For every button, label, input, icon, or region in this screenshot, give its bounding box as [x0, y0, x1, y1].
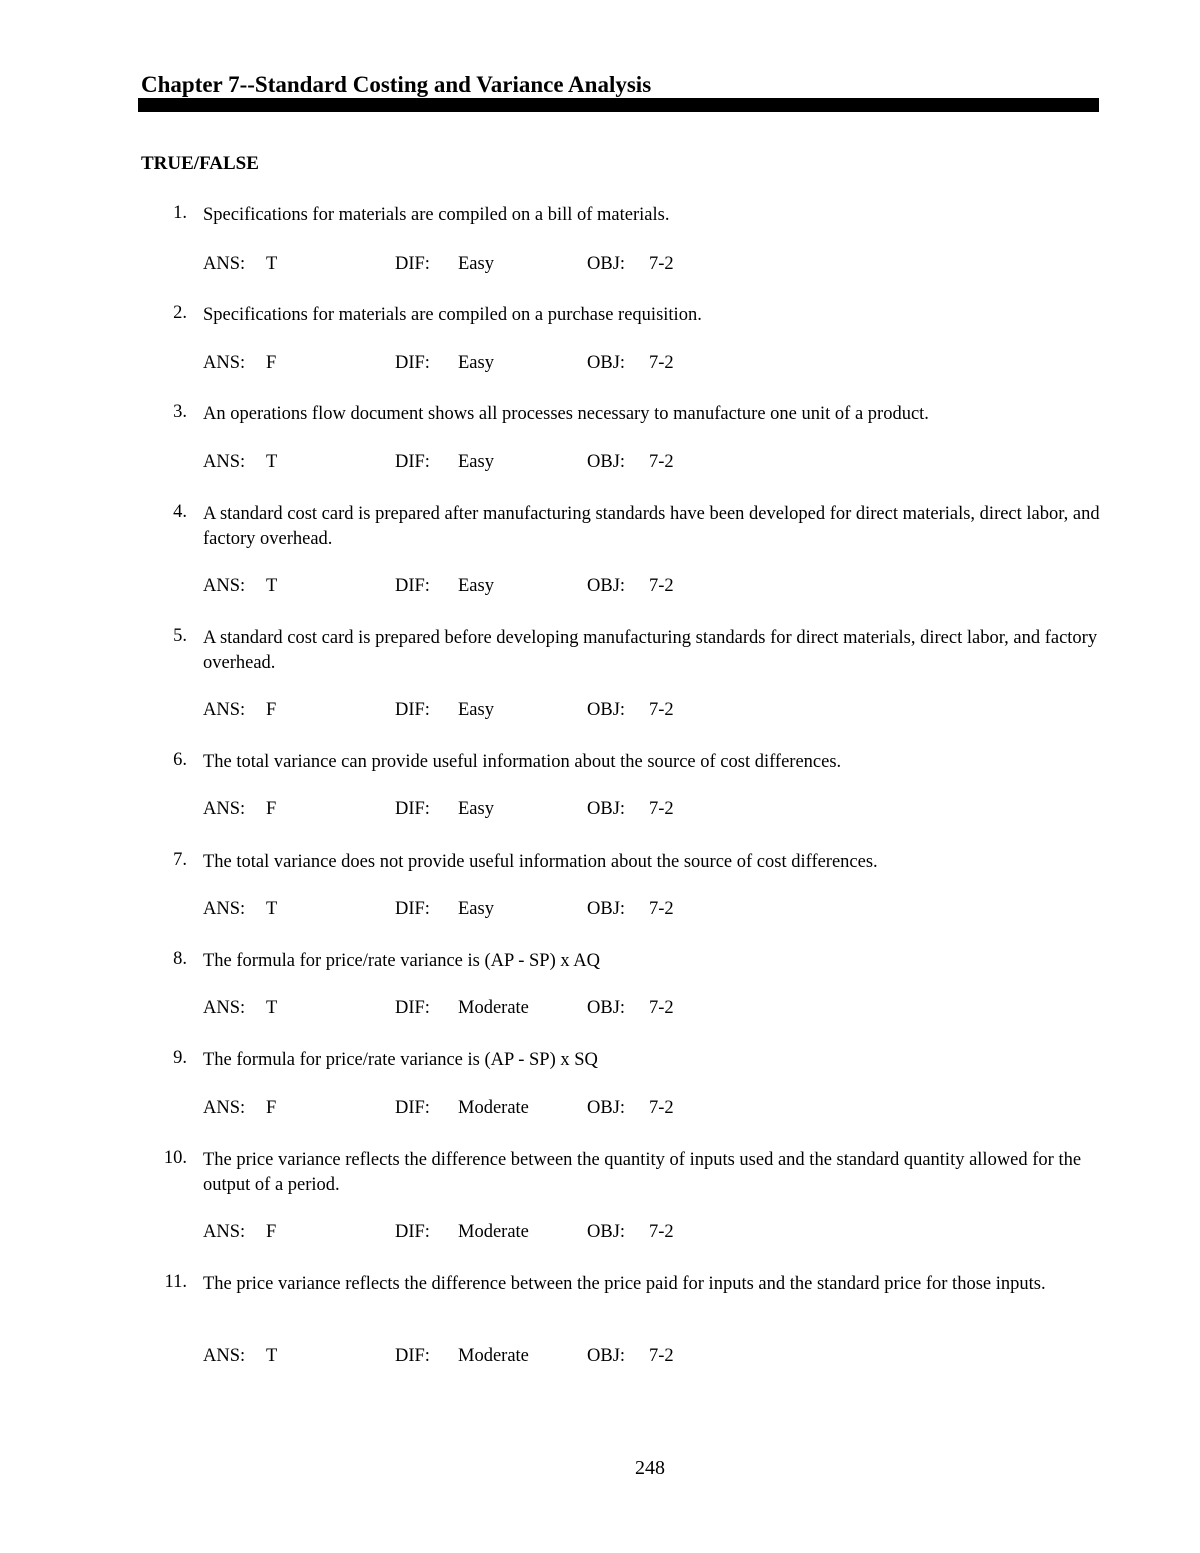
ans-label: ANS:: [203, 452, 246, 472]
ans-label: ANS:: [203, 576, 246, 596]
question-number: 4.: [173, 502, 187, 522]
dif-label: DIF:: [395, 1346, 430, 1366]
dif-label: DIF:: [395, 799, 430, 819]
question-number: 10.: [163, 1148, 187, 1168]
obj-label: OBJ:: [587, 799, 626, 819]
question-text: The formula for price/rate variance is (AP - SP) x SQ: [203, 1050, 598, 1070]
ans-label: ANS:: [203, 353, 246, 373]
ans-value: T: [266, 1346, 278, 1366]
obj-label: OBJ:: [587, 452, 626, 472]
dif-value: Easy: [458, 452, 494, 472]
ans-label: ANS:: [203, 1098, 246, 1118]
question-number: 5.: [173, 626, 187, 646]
dif-label: DIF:: [395, 700, 430, 720]
ans-value: T: [266, 576, 278, 596]
obj-value: 7-2: [649, 1098, 674, 1118]
dif-value: Easy: [458, 576, 494, 596]
question-text: Specifications for materials are compiled on a purchase requisition.: [203, 305, 702, 325]
ans-label: ANS:: [203, 998, 246, 1018]
question-number: 1.: [173, 203, 187, 223]
obj-value: 7-2: [649, 700, 674, 720]
question-number: 6.: [173, 750, 187, 770]
dif-label: DIF:: [395, 576, 430, 596]
dif-value: Easy: [458, 899, 494, 919]
ans-value: F: [266, 799, 277, 819]
page-number: 248: [635, 1457, 665, 1479]
ans-value: T: [266, 899, 278, 919]
dif-value: Easy: [458, 799, 494, 819]
dif-label: DIF:: [395, 1222, 430, 1242]
dif-label: DIF:: [395, 452, 430, 472]
obj-value: 7-2: [649, 353, 674, 373]
ans-label: ANS:: [203, 1346, 246, 1366]
question-number: 8.: [173, 949, 187, 969]
obj-value: 7-2: [649, 254, 674, 274]
obj-value: 7-2: [649, 1346, 674, 1366]
ans-label: ANS:: [203, 254, 246, 274]
obj-value: 7-2: [649, 899, 674, 919]
dif-value: Easy: [458, 353, 494, 373]
question-text: A standard cost card is prepared after manufacturing standards have been developed for direct materials, direct labor, and factory overhead.: [203, 504, 1100, 549]
ans-value: T: [266, 452, 278, 472]
question-number: 11.: [164, 1272, 187, 1292]
obj-label: OBJ:: [587, 1222, 626, 1242]
ans-value: T: [266, 998, 278, 1018]
obj-value: 7-2: [649, 799, 674, 819]
question-number: 3.: [173, 402, 187, 422]
obj-value: 7-2: [649, 1222, 674, 1242]
ans-label: ANS:: [203, 1222, 246, 1242]
ans-value: F: [266, 1222, 277, 1242]
question-text: Specifications for materials are compiled on a bill of materials.: [203, 205, 670, 225]
ans-label: ANS:: [203, 899, 246, 919]
dif-label: DIF:: [395, 353, 430, 373]
dif-value: Easy: [458, 700, 494, 720]
question-text: The price variance reflects the difference between the quantity of inputs used and the standard quantity allowed for the output of a period.: [203, 1150, 1082, 1195]
obj-label: OBJ:: [587, 899, 626, 919]
obj-label: OBJ:: [587, 1098, 626, 1118]
question-number: 7.: [173, 850, 187, 870]
ans-value: F: [266, 1098, 277, 1118]
dif-value: Moderate: [458, 1098, 529, 1118]
obj-value: 7-2: [649, 576, 674, 596]
obj-label: OBJ:: [587, 576, 626, 596]
obj-label: OBJ:: [587, 700, 626, 720]
question-number: 2.: [173, 303, 187, 323]
question-text: The total variance can provide useful information about the source of cost differences.: [203, 752, 842, 772]
question-text: The total variance does not provide useful information about the source of cost differences.: [203, 852, 878, 872]
dif-value: Moderate: [458, 1346, 529, 1366]
obj-label: OBJ:: [587, 254, 626, 274]
page-title: Chapter 7--Standard Costing and Variance Analysis: [141, 72, 652, 97]
dif-value: Moderate: [458, 998, 529, 1018]
section-heading: TRUE/FALSE: [141, 153, 259, 174]
ans-label: ANS:: [203, 700, 246, 720]
dif-label: DIF:: [395, 254, 430, 274]
dif-value: Moderate: [458, 1222, 529, 1242]
ans-value: F: [266, 353, 277, 373]
obj-value: 7-2: [649, 998, 674, 1018]
ans-value: T: [266, 254, 278, 274]
obj-label: OBJ:: [587, 1346, 626, 1366]
question-text: A standard cost card is prepared before developing manufacturing standards for direct materials, direct labor, and factory overhead.: [203, 628, 1098, 673]
dif-label: DIF:: [395, 998, 430, 1018]
dif-label: DIF:: [395, 1098, 430, 1118]
obj-value: 7-2: [649, 452, 674, 472]
question-text: An operations flow document shows all processes necessary to manufacture one unit of a product.: [203, 404, 929, 424]
dif-value: Easy: [458, 254, 494, 274]
question-number: 9.: [173, 1048, 187, 1068]
obj-label: OBJ:: [587, 353, 626, 373]
ans-value: F: [266, 700, 277, 720]
ans-label: ANS:: [203, 799, 246, 819]
obj-label: OBJ:: [587, 998, 626, 1018]
question-text: The price variance reflects the difference between the price paid for inputs and the standard price for those inputs.: [203, 1274, 1046, 1294]
dif-label: DIF:: [395, 899, 430, 919]
question-text: The formula for price/rate variance is (AP - SP) x AQ: [203, 951, 600, 971]
